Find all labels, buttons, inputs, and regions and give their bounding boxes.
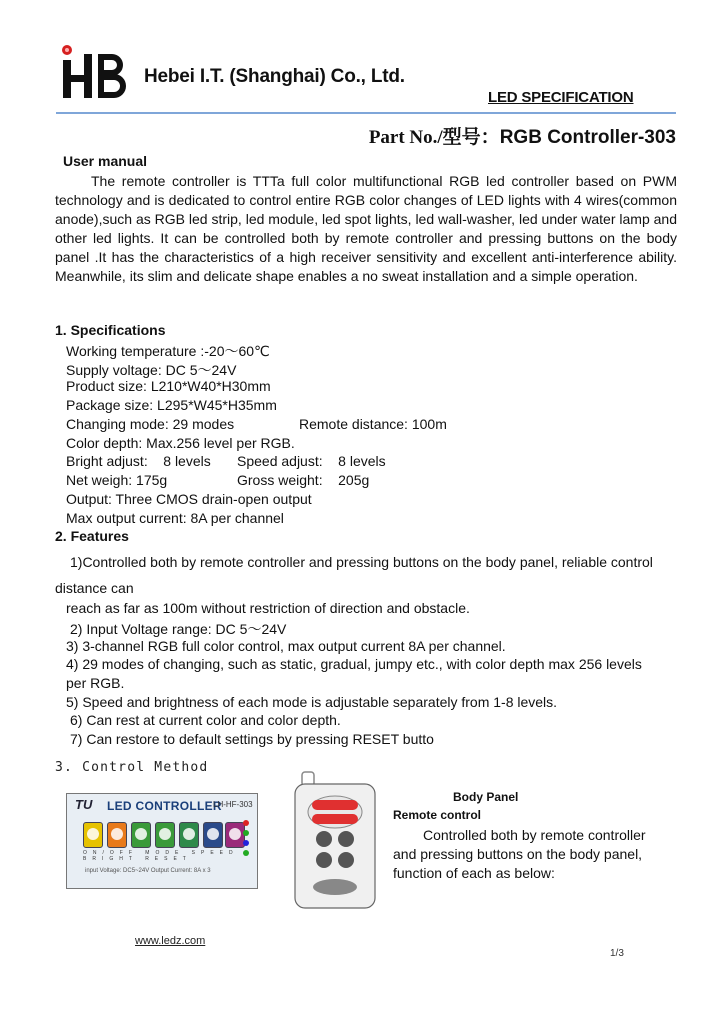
part-number-label: Part No./型号：	[368, 127, 500, 148]
spec-output: Output: Three CMOS drain-open output	[66, 491, 312, 507]
document-type-title: LED SPECIFICATION	[488, 89, 634, 106]
feature-1-line-1: 1)Controlled both by remote controller and pressing buttons on the body panel, reliable control	[70, 554, 653, 570]
feature-6: 6) Can rest at current color and color depth.	[70, 712, 341, 728]
panel-brand: TU	[75, 797, 93, 812]
user-manual-text: The remote controller is TTTa full color multifunctional RGB led controller based on PWM technology and is dedicated to control entire RGB color changes of LED lights with 4 wires(common anode),such as RGB led strip, led module, led spot lights, led wall-washer, led under water lamp and other led lights. It can be controlled both by remote controller and pressing buttons on the body panel .It has the characteristics of a high receiver sensitivity and excellent anti-interference ability. Meanwhile, its slim and delicate shape enables a no sweat installation and a simple operation.	[55, 173, 677, 284]
company-logo	[58, 44, 132, 100]
body-panel-image	[66, 793, 258, 889]
panel-speed-up-button	[155, 822, 175, 848]
part-number-value: RGB Controller-303	[499, 127, 676, 148]
control-method-heading: 3. Control Method	[55, 760, 209, 775]
feature-5: 5) Speed and brightness of each mode is adjustable separately from 1-8 levels.	[66, 694, 558, 710]
panel-model: LH-HF-303	[213, 800, 253, 809]
remote-control-image	[290, 770, 380, 910]
specifications-heading: 1. Specifications	[55, 322, 166, 338]
page-number: 1/3	[610, 948, 624, 959]
hb-logo-icon	[58, 44, 132, 100]
feature-3: 3) 3-channel RGB full color control, max output current 8A per channel.	[66, 638, 506, 654]
spec-net-weight: Net weigh: 175g	[66, 472, 168, 488]
panel-bright-button	[179, 822, 199, 848]
panel-footer-text: input Voltage: DC5~24V Output Current: 8A x 3	[85, 868, 211, 874]
feature-4-line-1: 4) 29 modes of changing, such as static, gradual, jumpy etc., with color depth max 256 levels	[66, 656, 642, 672]
part-number	[369, 122, 676, 149]
spec-speed-adjust: Speed adjust: 8 levels	[237, 453, 386, 469]
body-panel-label: Body Panel	[453, 790, 519, 804]
control-description-line-3: function of each as below:	[393, 865, 555, 881]
spec-supply-voltage: Supply voltage: DC 5～24V	[66, 362, 237, 378]
panel-power-button	[83, 822, 103, 848]
feature-4-line-2: per RGB.	[66, 675, 125, 691]
panel-fan-icon	[203, 822, 223, 848]
spec-bright-adjust: Bright adjust: 8 levels	[66, 453, 211, 469]
panel-speed-down-button	[131, 822, 151, 848]
spec-product-size: Product size: L210*W40*H30mm	[66, 378, 271, 394]
user-manual-heading: User manual	[63, 153, 148, 169]
panel-title: LED CONTROLLER	[107, 799, 222, 813]
footer-website-link[interactable]: www.ledz.com	[135, 935, 206, 947]
feature-7: 7) Can restore to default settings by pressing RESET butto	[70, 731, 434, 747]
control-description-line-1: Controlled both by remote controller	[423, 827, 646, 843]
control-description-line-2: and pressing buttons on the body panel,	[393, 846, 643, 862]
user-manual-paragraph	[55, 172, 677, 286]
feature-1-line-3: reach as far as 100m without restriction of direction and obstacle.	[66, 600, 470, 616]
remote-control-label: Remote control	[393, 808, 482, 822]
spec-working-temp: Working temperature :-20～60℃	[66, 343, 270, 359]
spec-max-current: Max output current: 8A per channel	[66, 510, 284, 526]
spec-changing-mode: Changing mode: 29 modes	[66, 416, 235, 432]
feature-2: 2) Input Voltage range: DC 5～24V	[70, 621, 287, 637]
header-divider	[56, 112, 676, 114]
remote-control-icon	[290, 770, 380, 910]
panel-reset-button	[225, 822, 245, 848]
control-description	[393, 826, 646, 883]
spec-gross-weight: Gross weight: 205g	[237, 472, 370, 488]
spec-remote-distance: Remote distance: 100m	[299, 416, 447, 432]
panel-button-labels: ON/OFF MODE SPEED BRIGHT RESET	[83, 850, 239, 862]
panel-mode-button	[107, 822, 127, 848]
spec-color-depth: Color depth: Max.256 level per RGB.	[66, 435, 295, 451]
feature-1-line-2: distance can	[55, 580, 134, 596]
spec-package-size: Package size: L295*W45*H35mm	[66, 397, 277, 413]
features-heading: 2. Features	[55, 528, 129, 544]
company-name: Hebei I.T. (Shanghai) Co., Ltd.	[144, 66, 405, 87]
